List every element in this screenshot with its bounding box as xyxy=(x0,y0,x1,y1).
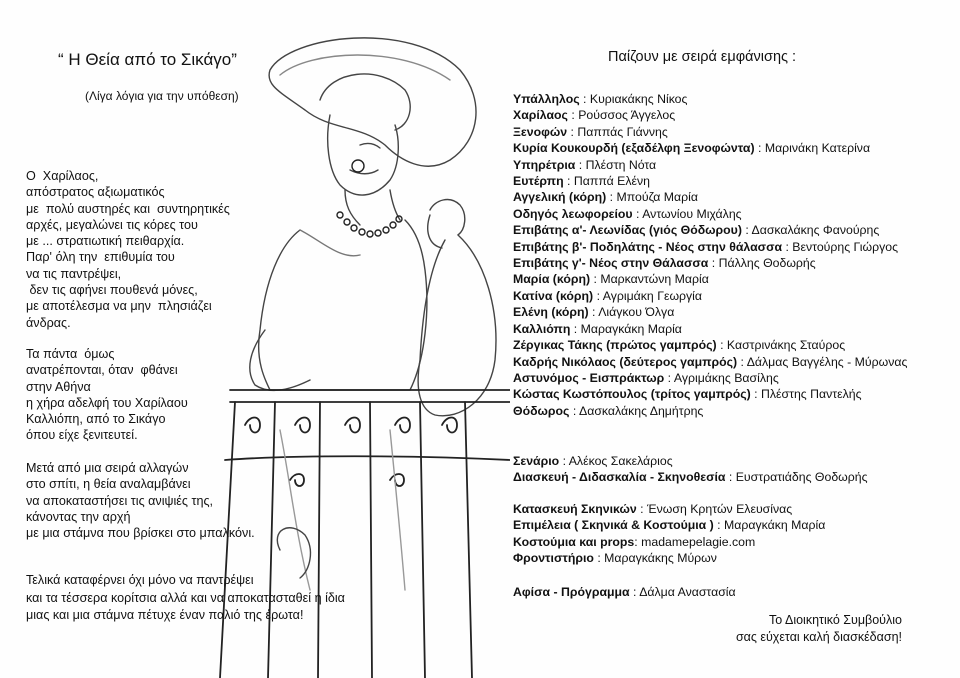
crew-row: Κοστούμια και props: madamepelagie.com xyxy=(513,534,756,549)
actor-name: Κυριακάκης Νίκος xyxy=(589,92,688,106)
actor-name: Βεντούρης Γιώργος xyxy=(792,239,899,254)
role-name: Χαρίλαος xyxy=(513,108,568,123)
role-name: Αστυνόμος - Εισπράκτωρ xyxy=(513,370,665,385)
synopsis-paragraph-2: Τα πάντα όμως ανατρέπονται, όταν φθάνει στην Αθήνα η χήρα αδελφή του Χαρίλαου Καλλιόπη, από το Σικάγο όπου είχε ξενιτευτεί. xyxy=(26,347,188,443)
crew-role: Φροντιστήριο xyxy=(513,551,594,566)
cast-row: Επιβάτης β'- Ποδηλάτης - Νέος στην θάλασσα : Βεντούρης Γιώργος xyxy=(513,239,899,254)
actor-name: Αγριμάκη Γεωργία xyxy=(602,288,703,303)
cast-row: Αστυνόμος - Εισπράκτωρ : Αγριμάκης Βασίλης xyxy=(513,370,779,385)
crew-row: Κατασκευή Σκηνικών : Ένωση Κρητών Ελευσίνας xyxy=(513,502,793,516)
cast-row: Κώστας Κωστόπουλος (τρίτος γαμπρός) : Πλέστης Παντελής xyxy=(513,387,862,402)
crew-name: Μαραγκάκη Μαρία xyxy=(724,518,826,533)
actor-name: Παππά Ελένη xyxy=(573,174,650,189)
cast-row: Θόδωρος : Δασκαλάκης Δημήτρης xyxy=(513,403,704,418)
actor-name: Δάλμας Βαγγέλης - Μύρωνας xyxy=(746,354,908,369)
actor-name: Πλέστη Νότα xyxy=(585,157,657,172)
cast-row: Κυρία Κουκουρδή (εξαδέλφη Ξενοφώντα) : Μαρινάκη Κατερίνα xyxy=(513,141,871,156)
cast-row: Μαρία (κόρη) : Μαρκαντώνη Μαρία xyxy=(513,272,709,287)
role-name: Ελένη (κόρη) xyxy=(513,305,589,320)
cast-row: Καδρής Νικόλαος (δεύτερος γαμπρός) : Δάλμας Βαγγέλης - Μύρωνας xyxy=(513,354,908,369)
crew-row: Σενάριο : Αλέκος Σακελάριος xyxy=(513,454,673,468)
crew-name: Αλέκος Σακελάριος xyxy=(568,454,673,468)
synopsis-paragraph-3: Μετά από μια σειρά αλλαγών στο σπίτι, η θεία αναλαμβάνει να αποκαταστήσει τις ανιψιές της, κάνοντας την αρχή με μια στάμνα που βρίσκει στο μπαλκόνι. xyxy=(26,461,255,541)
cast-row: Οδηγός λεωφορείου : Αντωνίου Μιχάλης xyxy=(513,206,742,221)
cast-row: Ξενοφών : Παππάς Γιάννης xyxy=(513,124,668,139)
role-name: Ζέργικας Τάκης (πρώτος γαμπρός) xyxy=(513,338,717,353)
cast-row: Ευτέρπη : Παππά Ελένη xyxy=(513,174,650,189)
actor-name: Πλέστης Παντελής xyxy=(761,387,862,402)
actor-name: Αντωνίου Μιχάλης xyxy=(642,206,742,221)
cast-row: Καλλιόπη : Μαραγκάκη Μαρία xyxy=(513,321,682,336)
crew-role: Κοστούμια και props xyxy=(513,534,635,549)
crew-role: Αφίσα - Πρόγραμμα xyxy=(513,585,630,599)
actor-name: Μπούζα Μαρία xyxy=(616,190,698,205)
crew-list-production xyxy=(513,501,825,567)
role-name: Καλλιόπη xyxy=(513,321,571,336)
cast-row: Επιβάτης γ'- Νέος στην Θάλασσα : Πάλλης Θοδωρής xyxy=(513,256,816,271)
crew-role: Σενάριο xyxy=(513,454,560,468)
role-name: Καδρής Νικόλαος (δεύτερος γαμπρός) xyxy=(513,354,738,369)
actor-name: Πάλλης Θοδωρής xyxy=(718,256,816,271)
crew-row: Διασκευή - Διδασκαλία - Σκηνοθεσία : Ευστρατιάδης Θοδωρής xyxy=(513,470,868,485)
cast-row: Χαρίλαος : Ρούσσος Άγγελος xyxy=(513,108,676,123)
actor-name: Μαρκαντώνη Μαρία xyxy=(600,272,709,287)
cast-row: Επιβάτης α'- Λεωνίδας (γιός Θόδωρου) : Δασκαλάκης Φανούρης xyxy=(513,223,880,238)
cast-row: Υπάλληλος : Κυριακάκης Νίκος xyxy=(513,92,688,106)
crew-name: madamepelagie.com xyxy=(641,534,756,549)
actor-name: Παππάς Γιάννης xyxy=(577,124,668,139)
crew-name: Δάλμα Αναστασία xyxy=(639,585,736,599)
crew-row: Επιμέλεια ( Σκηνικά & Κοστούμια ) : Μαραγκάκη Μαρία xyxy=(513,518,826,533)
role-name: Οδηγός λεωφορείου xyxy=(513,206,633,221)
actor-name: Αγριμάκης Βασίλης xyxy=(673,370,779,385)
role-name: Κατίνα (κόρη) xyxy=(513,288,594,303)
role-name: Ευτέρπη xyxy=(513,174,564,189)
cast-row: Κατίνα (κόρη) : Αγριμάκη Γεωργία xyxy=(513,288,703,303)
cast-list xyxy=(513,91,907,419)
crew-role: Διασκευή - Διδασκαλία - Σκηνοθεσία xyxy=(513,470,726,485)
crew-list-direction xyxy=(513,453,868,486)
actor-name: Μαραγκάκη Μαρία xyxy=(580,321,682,336)
crew-role: Κατασκευή Σκηνικών xyxy=(513,502,637,516)
crew-row: Αφίσα - Πρόγραμμα : Δάλμα Αναστασία xyxy=(513,585,736,599)
role-name: Κώστας Κωστόπουλος (τρίτος γαμπρός) xyxy=(513,387,751,402)
role-name: Μαρία (κόρη) xyxy=(513,272,591,287)
role-name: Θόδωρος xyxy=(513,403,570,418)
role-name: Επιβάτης β'- Ποδηλάτης - Νέος στην θάλασσα xyxy=(513,239,783,254)
crew-row: Φροντιστήριο : Μαραγκάκης Μύρων xyxy=(513,551,717,566)
synopsis-subtitle: (Λίγα λόγια για την υπόθεση) xyxy=(85,89,239,103)
actor-name: Δασκαλάκης Φανούρης xyxy=(751,223,880,238)
cast-row: Ζέργικας Τάκης (πρώτος γαμπρός) : Καστρινάκης Σταύρος xyxy=(513,338,846,353)
actor-name: Λιάγκου Όλγα xyxy=(598,305,675,320)
synopsis-paragraph-4: Τελικά καταφέρνει όχι μόνο να παντρέψει και τα τέσσερα κορίτσια αλλά και να αποκατασταθεί η ίδια μιας και μια στάμνα πέτυχε έναν παλιό της έρωτα! xyxy=(26,573,345,622)
actor-name: Ρούσσος Άγγελος xyxy=(578,108,676,123)
actor-name: Μαρινάκη Κατερίνα xyxy=(764,141,871,156)
actor-name: Δασκαλάκης Δημήτρης xyxy=(579,403,704,418)
role-name: Κυρία Κουκουρδή (εξαδέλφη Ξενοφώντα) xyxy=(513,141,755,156)
closing-line-2: σας εύχεται καλή διασκέδαση! xyxy=(735,629,902,644)
actor-name: Καστρινάκης Σταύρος xyxy=(726,338,846,353)
role-name: Αγγελική (κόρη) xyxy=(513,190,607,205)
credits-column xyxy=(480,0,960,678)
crew-role: Επιμέλεια ( Σκηνικά & Κοστούμια ) xyxy=(513,518,714,533)
cast-row: Ελένη (κόρη) : Λιάγκου Όλγα xyxy=(513,305,675,320)
cast-row: Αγγελική (κόρη) : Μπούζα Μαρία xyxy=(513,190,698,205)
crew-name: Ένωση Κρητών Ελευσίνας xyxy=(646,502,793,516)
cast-row: Υπηρέτρια : Πλέστη Νότα xyxy=(513,157,657,172)
synopsis-paragraph-1: Ο Χαρίλαος, απόστρατος αξιωματικός με πολύ αυστηρές και συντηρητικές αρχές, μεγαλώνει τις κόρες του με ... στρατιωτική πειθαρχία. Παρ' όλη την επιθυμία του να τις παντρέψει, δεν τις αφήνει πουθενά μόνες, με αποτέλεσμα να μην πλησιάζει άνδρας. xyxy=(26,169,230,330)
play-title: “ Η Θεία από το Σικάγο” xyxy=(58,50,237,69)
crew-list-poster xyxy=(513,584,736,600)
role-name: Επιβάτης γ'- Νέος στην Θάλασσα xyxy=(513,256,709,271)
role-name: Επιβάτης α'- Λεωνίδας (γιός Θόδωρου) xyxy=(513,223,742,238)
closing-message xyxy=(736,612,902,645)
crew-name: Μαραγκάκης Μύρων xyxy=(604,551,717,566)
crew-name: Ευστρατιάδης Θοδωρής xyxy=(735,470,868,485)
cast-heading: Παίζουν με σειρά εμφάνισης : xyxy=(608,49,797,65)
role-name: Ξενοφών xyxy=(513,124,568,139)
closing-line-1: Το Διοικητικό Συμβούλιο xyxy=(768,613,902,627)
role-name: Υπάλληλος xyxy=(513,92,580,106)
role-name: Υπηρέτρια xyxy=(513,157,576,172)
